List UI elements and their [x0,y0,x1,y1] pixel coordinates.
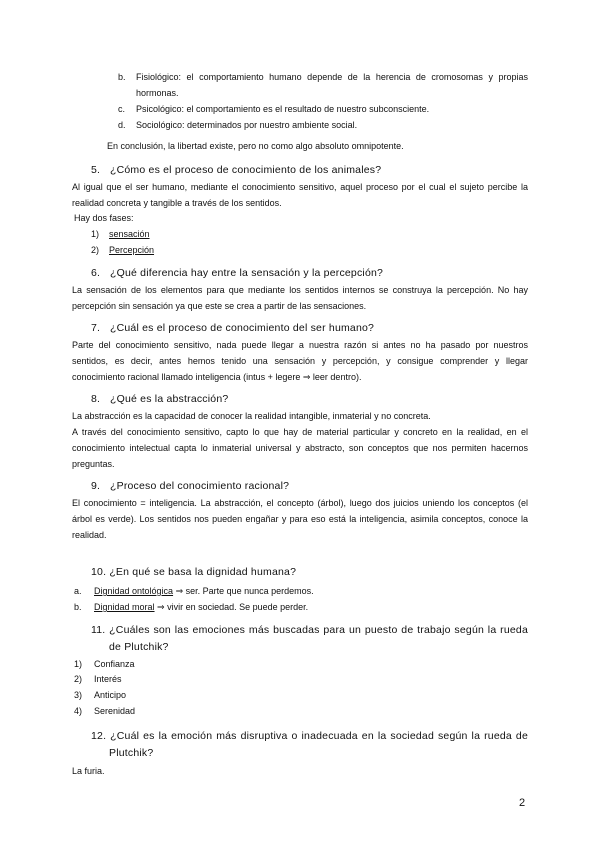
question-heading: 12. ¿Cuál es la emoción más disruptiva o inadecuada en la sociedad según la rueda de [91,730,528,742]
question-heading: 11. ¿Cuáles son las emociones más buscadas para un puesto de trabajo según la rueda [91,624,528,636]
paragraph-line: La abstracción es la capacidad de conocer la realidad intangible, inmaterial y no concreta. [72,411,431,421]
question-number: 5. [91,164,101,176]
question-heading: ¿Qué diferencia hay entre la sensación y la percepción? [110,267,384,279]
question-number: 8. [91,393,101,405]
list-item-text: hormonas. [136,88,179,98]
list-marker: 2) [91,245,100,255]
question-heading: 10. ¿En qué se basa la dignidad humana? [91,566,297,578]
dignity-term: Dignidad ontológica [94,586,174,596]
dignity-item [94,601,308,613]
emotion-item: Interés [94,674,122,684]
list-item-text: Sociológico: determinados por nuestro ambiente social. [136,120,358,130]
paragraph-line: conocimiento intelectual capta lo inmaterial universal y abstracto, son conceptos que nos permiten hacernos [72,443,528,453]
list-marker: 2) [74,674,83,684]
question-number: 7. [91,322,101,334]
phase-link[interactable]: sensación [109,229,150,239]
list-marker: b. [74,602,82,612]
question-number: 9. [91,480,101,492]
paragraph-line: A través del conocimiento sensitivo, capto lo que hay de material particular y concreto en la realidad, en el [72,427,528,437]
list-item-text: Psicológico: el comportamiento es el resultado de nuestro subconsciente. [136,104,430,114]
paragraph-line: realidad. [72,530,107,540]
answer-text: La furia. [72,766,105,776]
emotion-item: Anticipo [94,690,127,700]
phase-link[interactable]: Percepción [109,245,155,255]
emotion-item: Confianza [94,659,135,669]
list-marker: a. [74,586,82,596]
dignity-description: ⇒ ser. Parte que nunca perdemos. [173,586,314,596]
dignity-term: Dignidad moral [94,602,155,612]
list-marker: 1) [91,229,100,239]
paragraph-line: percepción sin sensación ya que este se crea a partir de las sensaciones. [72,301,367,311]
list-marker: c. [118,104,126,114]
emotion-item: Serenidad [94,706,136,716]
paragraph-line: árbol es verde). Los sentidos nos pueden engañar y para eso está la inteligencia, asimila conceptos, conoce la [72,514,528,524]
paragraph-line: realidad concreta y tangible a través de los sentidos. [72,198,282,208]
phases-intro: Hay dos fases: [74,213,134,223]
question-heading: ¿Cuál es el proceso de conocimiento del ser humano? [110,322,375,334]
list-marker: 3) [74,690,83,700]
question-heading: ¿Cómo es el proceso de conocimiento de los animales? [110,164,382,176]
list-item-text: Fisiológico: el comportamiento humano depende de la herencia de cromosomas y propias [136,72,528,82]
dignity-description: ⇒ vivir en sociedad. Se puede perder. [154,602,309,612]
paragraph-line: El conocimiento = inteligencia. La abstracción, el concepto (árbol), luego dos juicios uniendo los conceptos (el [72,498,528,508]
paragraph-line: preguntas. [72,459,115,469]
question-number: 6. [91,267,101,279]
paragraph-line: conocimiento racional llamado inteligencia (intus + legere ⇒ leer dentro). [72,372,362,382]
dignity-item [94,585,314,597]
question-heading: ¿Qué es la abstracción? [110,393,229,405]
list-marker: b. [118,72,126,82]
question-heading: ¿Proceso del conocimiento racional? [110,480,290,492]
conclusion-text: En conclusión, la libertad existe, pero no como algo absoluto omnipotente. [107,141,404,151]
list-marker: d. [118,120,126,130]
list-marker: 1) [74,659,83,669]
paragraph-line: sentidos, es decir, antes hemos tenido una sensación y percepción, y consigue comprender y llegar [72,356,528,366]
question-heading-continued: de Plutchik? [109,641,169,653]
paragraph-line: Al igual que el ser humano, mediante el conocimiento sensitivo, aquel proceso por el cual el sujeto percibe la [72,182,528,192]
list-marker: 4) [74,706,83,716]
question-heading-continued: Plutchik? [109,747,154,759]
paragraph-line: Parte del conocimiento sensitivo, nada puede llegar a nuestra razón si antes no ha pasado por nuestros [72,340,528,350]
page-number: 2 [519,797,526,809]
paragraph-line: La sensación de los elementos para que mediante los sentidos internos se construya la percepción. No hay [72,285,528,295]
